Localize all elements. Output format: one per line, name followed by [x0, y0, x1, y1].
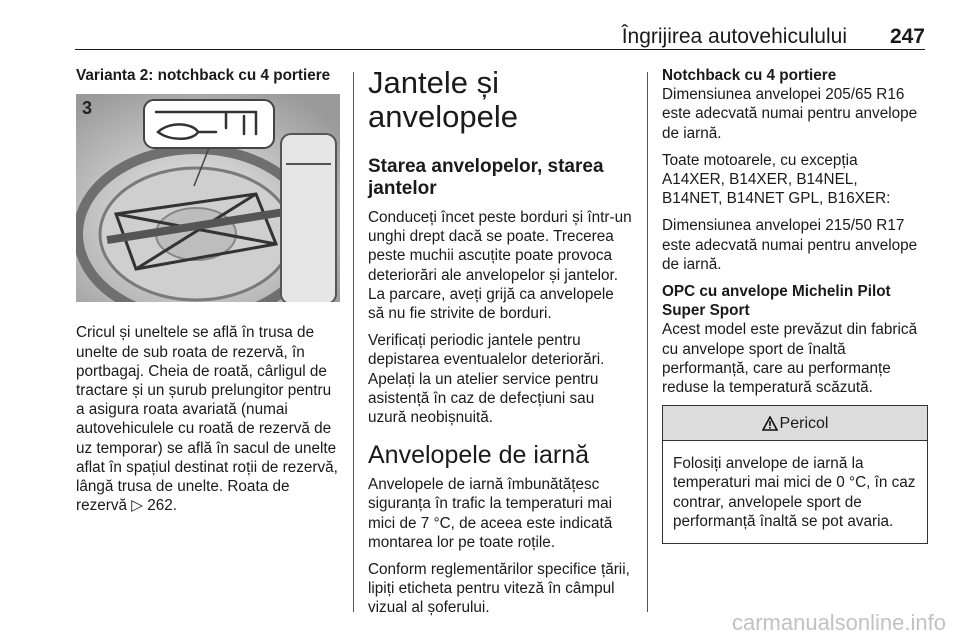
column-divider-left	[353, 72, 354, 612]
middle-paragraph-4: Conform reglementărilor specifice țării, lipiți eticheta pentru viteză în câmpul vizual al șoferului.	[368, 561, 630, 617]
middle-paragraph-2: Verificați periodic jantele pentru depistarea eventualelor deteriorări. Apelați la un atelier service pentru asistență în caz de defecțiuni sau uzură neobișnuită.	[368, 332, 605, 427]
subsection-title-tyre-condition: Starea anvelopelor, starea jantelor	[368, 156, 604, 199]
danger-warning-box	[662, 405, 928, 544]
danger-header	[663, 406, 927, 441]
left-column	[76, 66, 342, 523]
figure-number-label: 3	[82, 98, 93, 119]
notchback-heading: Notchback cu 4 portiere	[662, 67, 837, 84]
spare-wheel-tools-figure	[76, 94, 340, 302]
right-paragraph-3: Dimensiunea anvelopei 215/50 R17 este adecvată numai pentru anvelope de iarnă.	[662, 217, 918, 273]
right-paragraph-1: Dimensiunea anvelopei 205/65 R16 este adecvată numai pentru anvelope de iarnă.	[662, 86, 918, 142]
danger-title: Pericol	[779, 414, 829, 432]
section-title-wheels-tyres: Jantele și anvelopele	[368, 65, 518, 134]
opc-heading: OPC cu anvelope Michelin Pilot Super Sport	[662, 283, 891, 320]
middle-paragraph-1: Conduceți încet peste borduri și într-un unghi drept dacă se poate. Trecerea peste muchii ascuțite poate provoca deteriorări ale anvelopelor și jantelor. La parcare, aveți grijă ca anvelopele să nu fie strivite de borduri.	[368, 209, 632, 323]
watermark: carmanualsonline.info	[731, 610, 946, 635]
right-column	[662, 66, 928, 544]
warning-triangle-icon	[762, 416, 778, 431]
header-rule	[75, 49, 925, 50]
engines-intro: Toate motoarele, cu excepția	[662, 151, 858, 169]
figure-caption: Varianta 2: notchback cu 4 portiere	[76, 67, 331, 84]
middle-column	[368, 66, 634, 626]
danger-text: Folosiți anvelope de iarnă la temperaturi mai mici de 0 °C, în caz contrar, anvelopele sport de performanță înaltă se pot avaria.	[673, 455, 916, 530]
column-divider-right	[647, 72, 648, 612]
right-paragraph-4: Acest model este prevăzut din fabrică cu anvelope sport de înaltă performanță, care au performanțe reduse la temperatură scăzută.	[662, 321, 918, 397]
header-title: Îngrijirea autovehiculului	[621, 25, 847, 48]
middle-paragraph-3: Anvelopele de iarnă îmbunătățesc siguranța în trafic la temperaturi mai mici de 7 °C, de aceea este indicată montarea lor pe toate roțile.	[368, 476, 613, 551]
page-reference-arrow-icon: ▷	[131, 497, 144, 515]
engines-list-2: B14NET, B14NET GPL, B16XER:	[662, 190, 891, 208]
page-number: 247	[889, 25, 925, 48]
right-paragraph-2	[662, 151, 928, 209]
section-title-winter-tyres: Anvelopele de iarnă	[368, 441, 589, 470]
left-body-text	[76, 323, 342, 515]
left-body-main: Cricul și uneltele se află în trusa de unelte de sub roata de rezervă, în portbagaj. Cheia de roată, cârligul de tractare și un șurub prelungitor pentru a asigura roata avariată (numai autovehiculele cu roată de rezervă de uz temporar) se află în sacul de unelte aflat în spațiul destinat roții de rezervă, lângă trusa de unelte. Roata de rezervă	[76, 324, 338, 515]
engines-list-1: A14XER, B14XER, B14NEL,	[662, 171, 858, 189]
page-reference-number: 262.	[147, 497, 178, 515]
